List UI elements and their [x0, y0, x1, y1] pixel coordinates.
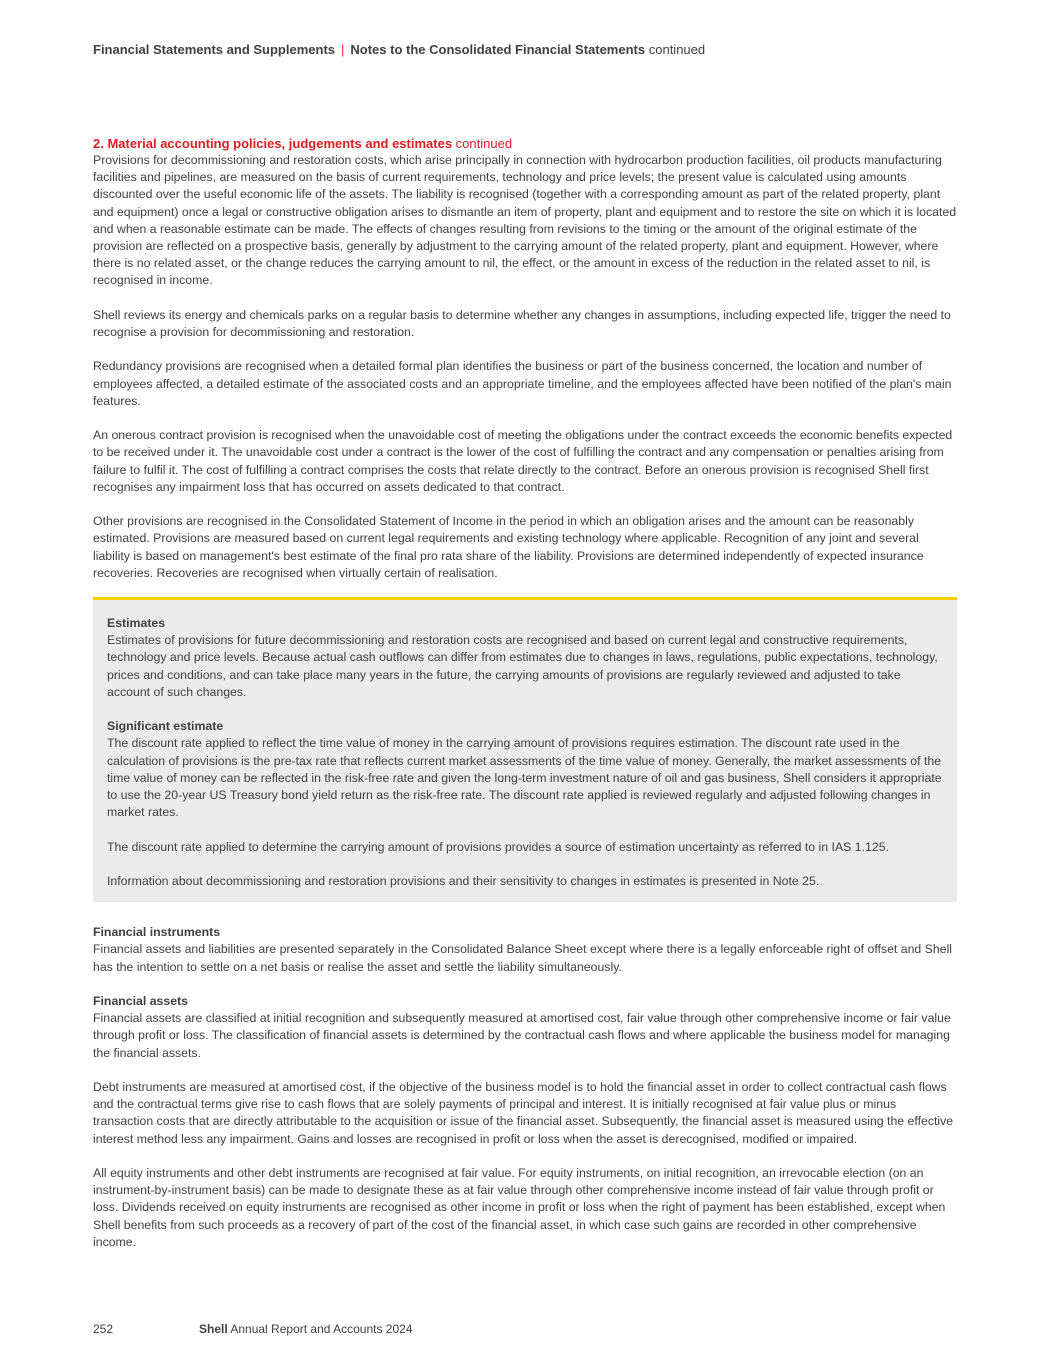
header-section: Financial Statements and Supplements: [93, 42, 335, 57]
section-title-text: 2. Material accounting policies, judgements and estimates: [93, 136, 453, 151]
paragraph-decommissioning: Provisions for decommissioning and restoration costs, which arise principally in connection with hydrocarbon production facilities, oil products manufacturing facilities and pipelines, are measured on the basis of current requirements, technology and price levels; the present value is calculated using amounts discounted over the useful economic life of the assets. The liability is recognised (together with a corresponding amount as part of the related property, plant and equipment) once a legal or constructive obligation arises to dismantle an item of property, plant and equipment and to restore the site on which it is located and when a reasonable estimate can be made. The effects of changes resulting from revisions to the timing or the amount of the original estimate of the provision are reflected on a prospective basis, generally by adjustment to the carrying amount of the related property, plant and equipment. However, where there is no related asset, or the change reduces the carrying amount to nil, the effect, or the amount in excess of the reduction in the related asset to nil, is recognised in income.: [93, 153, 957, 288]
financial-instruments-text: Financial assets and liabilities are presented separately in the Consolidated Balance Sheet except where there is a legally enforceable right of offset and Shell has the intention to settle on a net basis or realise the asset and settle the liability simultaneously.: [93, 942, 953, 974]
paragraph-onerous-contract: An onerous contract provision is recognised when the unavoidable cost of meeting the obligations under the contract exceeds the economic benefits expected to be received under it. The unavoidable cost under a contract is the lower of the cost of fulfilling the contract and any compensation or penalties arising from failure to fulfil it. The cost of fulfilling a contract comprises the costs that relate directly to the contract. Before an onerous provision is recognised Shell first recognises any impairment loss that has occurred on assets dedicated to that contract.: [93, 428, 953, 494]
financial-assets-classification: Financial assets are classified at initial recognition and subsequently measured at amortised cost, fair value through other comprehensive income or fair value through profit or loss. The classification of financial assets is determined by the contractual cash flows and where applicable the business model for managing the financial assets.: [93, 1011, 951, 1060]
significant-estimate-text: The discount rate applied to reflect the time value of money in the carrying amount of provisions requires estimation. The discount rate used in the calculation of provisions is the pre-tax rate that reflects current market assessments of the time value of money. Generally, the market assessments of the time value of money can be reflected in the risk-free rate and given the long-term investment nature of oil and gas business, Shell considers it appropriate to use the 20-year US Treasury bond yield return as the risk-free rate. The discount rate applied is reviewed regularly and adjusted following changes in market rates.: [107, 736, 942, 820]
paragraph-redundancy: Redundancy provisions are recognised when a detailed formal plan identifies the business or part of the business concerned, the location and number of employees affected, a detailed estimate of the associated costs and an appropriate timeline, and the employees affected have been notified of the plan's main features.: [93, 359, 952, 408]
footer-report-title: [199, 1322, 413, 1336]
estimates-box: [93, 597, 957, 902]
financial-assets-debt-instruments: Debt instruments are measured at amortised cost, if the objective of the business model is to hold the financial asset in order to collect contractual cash flows and the contractual terms give rise to cash flows that are solely payments of principal and interest. It is initially recognised at fair value plus or minus transaction costs that are directly attributable to the acquisition or issue of the financial asset. Subsequently, the financial asset is measured using the effective interest method less any impairment. Gains and losses are recognised in profit or loss when the asset is derecognised, modified or impaired.: [93, 1080, 954, 1146]
running-header: [93, 42, 705, 57]
page-number: 252: [93, 1322, 114, 1336]
section-title: [93, 135, 957, 152]
financial-assets-heading: Financial assets: [93, 994, 189, 1009]
financial-instruments-heading: Financial instruments: [93, 925, 221, 940]
significant-estimate-heading: Significant estimate: [107, 719, 224, 734]
section-title-continued: continued: [455, 136, 513, 151]
footer-report-name: Annual Report and Accounts 2024: [230, 1322, 413, 1336]
page-content: [93, 135, 957, 1268]
estimates-heading: Estimates: [107, 616, 166, 631]
header-title: Notes to the Consolidated Financial Statements: [350, 42, 646, 57]
sensitivity-info-text: Information about decommissioning and restoration provisions and their sensitivity to changes in estimates is presented in Note 25.: [107, 874, 820, 889]
paragraph-other-provisions: Other provisions are recognised in the Consolidated Statement of Income in the period in which an obligation arises and the amount can be reasonably estimated. Provisions are measured based on current legal requirements and existing technology where applicable. Recognition of any joint and several liability is based on management's best estimate of the final pro rata share of the liability. Provisions are determined independently of expected insurance recoveries. Recoveries are recognised when virtually certain of realisation.: [93, 514, 924, 580]
header-continued: continued: [648, 42, 706, 57]
discount-rate-text: The discount rate applied to determine the carrying amount of provisions provides a source of estimation uncertainty as referred to in IAS 1.125.: [107, 839, 889, 854]
paragraph-parks-review: Shell reviews its energy and chemicals parks on a regular basis to determine whether any changes in assumptions, including expected life, trigger the need to recognise a provision for decommissioning and restoration.: [93, 307, 951, 340]
footer-brand: Shell: [199, 1322, 228, 1336]
estimates-text: Estimates of provisions for future decommissioning and restoration costs are recognised and based on current legal and constructive requirements, technology and price levels. Because actual cash outflows can differ from estimates due to changes in laws, regulations, public expectations, technology, prices and conditions, and can take place many years in the future, the carrying amounts of provisions are regularly reviewed and adjusted to take account of such changes.: [107, 633, 938, 699]
header-separator: |: [341, 42, 345, 57]
financial-assets-equity-instruments: All equity instruments and other debt instruments are recognised at fair value. For equity instruments, on initial recognition, an irrevocable election (on an instrument-by-instrument basis) can be made to designate these as at fair value through other comprehensive income instead of fair value through profit or loss. Dividends received on equity instruments are recognised as other income in profit or loss when the right of payment has been established, except when Shell benefits from such proceeds as a recovery of part of the cost of the financial asset, in which case such gains are recorded in other comprehensive income.: [93, 1166, 946, 1249]
